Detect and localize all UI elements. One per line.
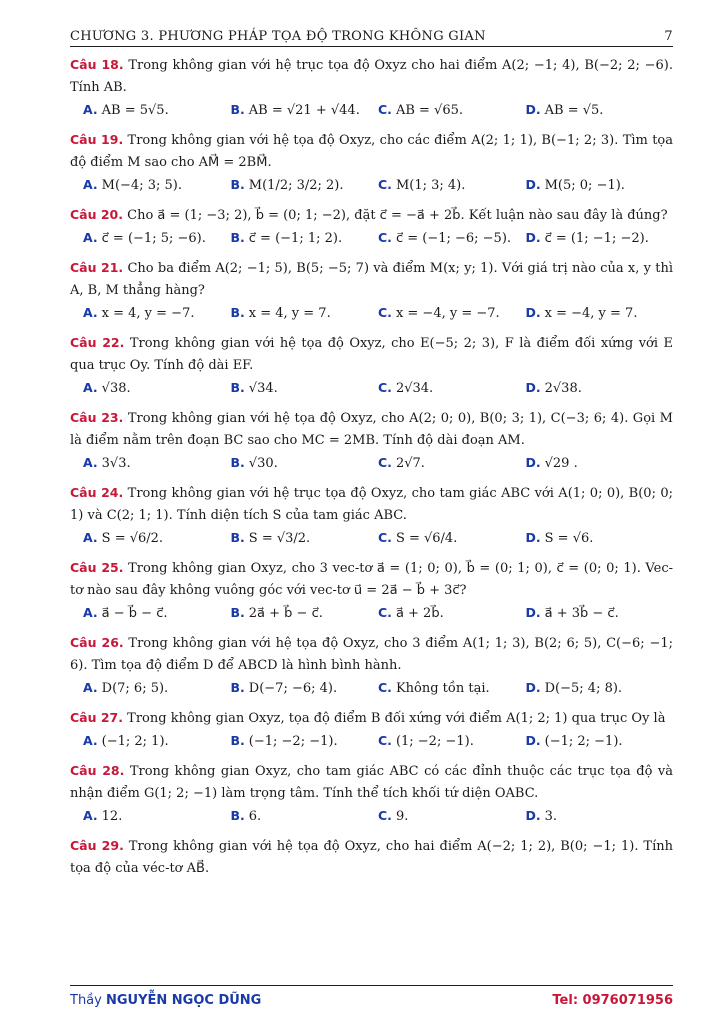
- answer-option[interactable]: [231, 302, 379, 325]
- question-text: Trong không gian với hệ tọa độ Oxyz, cho hai điểm A(−2; 1; 2), B(0; −1; 1). Tính tọa độ của véc-tơ AB⃗.: [70, 839, 673, 876]
- answer-options: [70, 377, 673, 400]
- option-letter: B.: [230, 530, 245, 545]
- option-text: D(−7; −6; 4).: [248, 681, 338, 696]
- answer-option[interactable]: [83, 302, 231, 325]
- option-letter: C.: [378, 808, 392, 823]
- option-letter: D.: [525, 177, 541, 192]
- answer-option[interactable]: [378, 527, 526, 550]
- option-letter: A.: [83, 455, 98, 470]
- answer-option[interactable]: [526, 602, 674, 625]
- question-text: Trong không gian Oxyz, cho 3 vec-tơ a⃗ = (1; 0; 0), b⃗ = (0; 1; 0), c⃗ = (0; 0; 1). Vec-tơ nào sau đây không vuông góc với vec-tơ u⃗ = 2a⃗ − b⃗ + 3c⃗?: [70, 561, 673, 598]
- option-letter: D.: [525, 808, 541, 823]
- option-text: D(7; 6; 5).: [101, 681, 169, 696]
- option-letter: D.: [525, 605, 541, 620]
- option-letter: B.: [230, 680, 245, 695]
- answer-option[interactable]: [231, 805, 379, 828]
- answer-option[interactable]: [378, 302, 526, 325]
- option-text: √29 .: [544, 456, 578, 471]
- answer-option[interactable]: [231, 527, 379, 550]
- option-letter: B.: [230, 380, 245, 395]
- option-text: Không tồn tại.: [395, 681, 490, 696]
- option-text: a⃗ + 3b⃗ − c⃗.: [544, 606, 619, 621]
- question-text: Cho a⃗ = (1; −3; 2), b⃗ = (0; 1; −2), đặt c⃗ = −a⃗ + 2b⃗. Kết luận nào sau đây là đúng?: [127, 208, 668, 223]
- answer-option[interactable]: [231, 602, 379, 625]
- option-text: c⃗ = (−1; −6; −5).: [395, 231, 512, 246]
- option-text: AB = 5√5.: [101, 103, 169, 118]
- option-letter: D.: [525, 102, 541, 117]
- option-text: AB = √21 + √44.: [248, 103, 360, 118]
- option-letter: C.: [378, 380, 392, 395]
- option-letter: B.: [230, 605, 245, 620]
- question-text: Cho ba điểm A(2; −1; 5), B(5; −5; 7) và điểm M(x; y; 1). Với giá trị nào của x, y thì A, B, M thẳng hàng?: [70, 261, 673, 298]
- answer-options: [70, 302, 673, 325]
- option-letter: A.: [83, 177, 98, 192]
- answer-option[interactable]: [378, 377, 526, 400]
- option-letter: D.: [525, 230, 541, 245]
- option-letter: B.: [230, 455, 245, 470]
- option-letter: C.: [378, 733, 392, 748]
- option-letter: A.: [83, 305, 98, 320]
- option-letter: A.: [83, 102, 98, 117]
- question-stem: [70, 707, 673, 730]
- option-text: M(5; 0; −1).: [544, 178, 625, 193]
- page-number: 7: [664, 29, 673, 44]
- option-text: c⃗ = (1; −1; −2).: [544, 231, 649, 246]
- phone-number: Tel: 0976071956: [552, 993, 673, 1008]
- option-text: 2√7.: [395, 456, 425, 471]
- option-letter: C.: [378, 530, 392, 545]
- option-text: AB = √65.: [395, 103, 463, 118]
- option-text: 2a⃗ + b⃗ − c⃗.: [248, 606, 323, 621]
- option-letter: B.: [230, 177, 245, 192]
- question: [70, 760, 673, 828]
- answer-option[interactable]: [378, 227, 526, 250]
- answer-option[interactable]: [83, 527, 231, 550]
- option-letter: C.: [378, 177, 392, 192]
- option-text: x = −4, y = 7.: [544, 306, 638, 321]
- answer-option[interactable]: [378, 677, 526, 700]
- answer-option[interactable]: [231, 677, 379, 700]
- answer-option[interactable]: [231, 452, 379, 475]
- question-text: Trong không gian với hệ tọa độ Oxyz, cho 3 điểm A(1; 1; 3), B(2; 6; 5), C(−6; −1; 6). Tìm tọa độ điểm D để ABCD là hình bình hành.: [70, 636, 673, 673]
- answer-option[interactable]: [378, 99, 526, 122]
- answer-option[interactable]: [231, 99, 379, 122]
- question-stem: [70, 835, 673, 880]
- question-stem: [70, 129, 673, 174]
- answer-options: [70, 805, 673, 828]
- question-text: Trong không gian Oxyz, cho tam giác ABC có các đỉnh thuộc các trục tọa độ và nhận điểm G(1; 2; −1) làm trọng tâm. Tính thể tích khối tứ diện OABC.: [70, 764, 673, 801]
- question: [70, 557, 673, 625]
- question: [70, 835, 673, 880]
- option-text: x = −4, y = −7.: [395, 306, 500, 321]
- question: [70, 204, 673, 250]
- option-text: c⃗ = (−1; 5; −6).: [101, 231, 206, 246]
- answer-options: [70, 452, 673, 475]
- option-text: (−1; −2; −1).: [248, 734, 338, 749]
- question-label: Câu 24.: [70, 485, 124, 500]
- option-letter: D.: [525, 733, 541, 748]
- page-header: [70, 20, 673, 47]
- question-stem: [70, 632, 673, 677]
- question-text: Trong không gian với hệ tọa độ Oxyz, cho các điểm A(2; 1; 1), B(−1; 2; 3). Tìm tọa độ điểm M sao cho AM⃗ = 2BM⃗.: [70, 133, 673, 170]
- answer-option[interactable]: [83, 377, 231, 400]
- option-text: a⃗ + 2b⃗.: [395, 606, 444, 621]
- question-text: Trong không gian với hệ tọa độ Oxyz, cho A(2; 0; 0), B(0; 3; 1), C(−3; 6; 4). Gọi M là điểm nằm trên đoạn BC sao cho MC = 2MB. Tính độ dài đoạn AM.: [70, 411, 673, 448]
- option-text: √38.: [101, 381, 131, 396]
- option-text: x = 4, y = −7.: [101, 306, 195, 321]
- answer-option[interactable]: [378, 805, 526, 828]
- question: [70, 54, 673, 122]
- option-letter: D.: [525, 530, 541, 545]
- question-label: Câu 27.: [70, 710, 124, 725]
- option-letter: C.: [378, 455, 392, 470]
- option-text: (−1; 2; −1).: [544, 734, 623, 749]
- question-label: Câu 19.: [70, 132, 124, 147]
- option-letter: D.: [525, 380, 541, 395]
- option-letter: C.: [378, 305, 392, 320]
- question-label: Câu 20.: [70, 207, 124, 222]
- answer-option[interactable]: [83, 602, 231, 625]
- option-text: (−1; 2; 1).: [101, 734, 169, 749]
- answer-option[interactable]: [231, 174, 379, 197]
- option-text: (1; −2; −1).: [395, 734, 474, 749]
- answer-option[interactable]: [526, 677, 674, 700]
- question-stem: [70, 557, 673, 602]
- question-label: Câu 18.: [70, 57, 124, 72]
- answer-option[interactable]: [378, 730, 526, 753]
- answer-option[interactable]: [378, 174, 526, 197]
- option-text: D(−5; 4; 8).: [544, 681, 623, 696]
- question: [70, 257, 673, 325]
- option-letter: C.: [378, 230, 392, 245]
- option-text: 3.: [544, 809, 558, 824]
- option-letter: C.: [378, 102, 392, 117]
- question-text: Trong không gian với hệ tọa độ Oxyz, cho E(−5; 2; 3), F là điểm đối xứng với E qua trục Oy. Tính độ dài EF.: [70, 336, 673, 373]
- option-text: AB = √5.: [544, 103, 604, 118]
- question-stem: [70, 204, 673, 227]
- option-letter: A.: [83, 230, 98, 245]
- answer-options: [70, 602, 673, 625]
- question-stem: [70, 482, 673, 527]
- question: [70, 407, 673, 475]
- answer-options: [70, 730, 673, 753]
- option-text: 9.: [395, 809, 409, 824]
- option-letter: A.: [83, 733, 98, 748]
- answer-option[interactable]: [526, 99, 674, 122]
- option-letter: B.: [230, 230, 245, 245]
- question-list: [70, 54, 673, 887]
- answer-option[interactable]: [378, 452, 526, 475]
- option-text: S = √6.: [544, 531, 594, 546]
- option-letter: C.: [378, 605, 392, 620]
- option-letter: C.: [378, 680, 392, 695]
- question: [70, 632, 673, 700]
- option-letter: D.: [525, 680, 541, 695]
- option-text: S = √6/2.: [101, 531, 164, 546]
- option-letter: B.: [230, 733, 245, 748]
- answer-option[interactable]: [83, 174, 231, 197]
- answer-option[interactable]: [83, 227, 231, 250]
- chapter-title: CHƯƠNG 3. PHƯƠNG PHÁP TỌA ĐỘ TRONG KHÔNG GIAN: [70, 29, 486, 44]
- question-text: Trong không gian với hệ trục tọa độ Oxyz cho hai điểm A(2; −1; 4), B(−2; 2; −6). Tính AB.: [70, 58, 673, 95]
- option-text: M(1/2; 3/2; 2).: [248, 178, 344, 193]
- question-label: Câu 25.: [70, 560, 124, 575]
- option-letter: D.: [525, 455, 541, 470]
- option-text: √30.: [248, 456, 278, 471]
- option-text: 12.: [101, 809, 123, 824]
- question-stem: [70, 332, 673, 377]
- answer-options: [70, 227, 673, 250]
- option-text: M(−4; 3; 5).: [101, 178, 182, 193]
- answer-options: [70, 174, 673, 197]
- answer-option[interactable]: [83, 99, 231, 122]
- option-letter: B.: [230, 808, 245, 823]
- option-letter: A.: [83, 680, 98, 695]
- option-letter: B.: [230, 102, 245, 117]
- answer-option[interactable]: [231, 227, 379, 250]
- answer-option[interactable]: [231, 730, 379, 753]
- question-text: Trong không gian với hệ trục tọa độ Oxyz, cho tam giác ABC với A(1; 0; 0), B(0; 0; 1) và C(2; 1; 1). Tính diện tích S của tam giác ABC.: [70, 486, 673, 523]
- option-letter: D.: [525, 305, 541, 320]
- question: [70, 129, 673, 197]
- question-text: Trong không gian Oxyz, tọa độ điểm B đối xứng với điểm A(1; 2; 1) qua trục Oy là: [127, 711, 666, 726]
- option-letter: A.: [83, 605, 98, 620]
- answer-option[interactable]: [83, 730, 231, 753]
- question-label: Câu 28.: [70, 763, 125, 778]
- option-text: S = √3/2.: [248, 531, 311, 546]
- answer-option[interactable]: [83, 805, 231, 828]
- answer-options: [70, 677, 673, 700]
- option-text: 2√38.: [544, 381, 582, 396]
- question-label: Câu 29.: [70, 838, 124, 853]
- option-text: 6.: [248, 809, 262, 824]
- question-label: Câu 22.: [70, 335, 125, 350]
- option-text: √34.: [248, 381, 278, 396]
- option-text: c⃗ = (−1; 1; 2).: [248, 231, 343, 246]
- author-name: NGUYỄN NGỌC DŨNG: [105, 993, 262, 1008]
- question-stem: [70, 54, 673, 99]
- answer-option[interactable]: [83, 452, 231, 475]
- option-text: 3√3.: [101, 456, 131, 471]
- question: [70, 482, 673, 550]
- option-letter: A.: [83, 530, 98, 545]
- question: [70, 707, 673, 753]
- option-letter: A.: [83, 380, 98, 395]
- answer-option[interactable]: [526, 302, 674, 325]
- option-text: S = √6/4.: [395, 531, 458, 546]
- option-text: M(1; 3; 4).: [395, 178, 466, 193]
- option-text: 2√34.: [395, 381, 434, 396]
- question-label: Câu 23.: [70, 410, 124, 425]
- answer-options: [70, 527, 673, 550]
- question-label: Câu 26.: [70, 635, 124, 650]
- answer-option[interactable]: [526, 174, 674, 197]
- page-footer: [70, 985, 673, 1008]
- option-letter: A.: [83, 808, 98, 823]
- answer-option[interactable]: [83, 677, 231, 700]
- answer-option[interactable]: [526, 452, 674, 475]
- option-letter: B.: [230, 305, 245, 320]
- answer-option[interactable]: [526, 377, 674, 400]
- question-label: Câu 21.: [70, 260, 124, 275]
- author: Thầy NGUYỄN NGỌC DŨNG: [70, 993, 262, 1008]
- answer-option[interactable]: [231, 377, 379, 400]
- answer-option[interactable]: [378, 602, 526, 625]
- answer-option[interactable]: [526, 527, 674, 550]
- question-stem: [70, 407, 673, 452]
- answer-option[interactable]: [526, 805, 674, 828]
- option-text: x = 4, y = 7.: [248, 306, 331, 321]
- answer-options: [70, 99, 673, 122]
- answer-option[interactable]: [526, 227, 674, 250]
- option-text: a⃗ − b⃗ − c⃗.: [101, 606, 168, 621]
- question-stem: [70, 760, 673, 805]
- answer-option[interactable]: [526, 730, 674, 753]
- question: [70, 332, 673, 400]
- question-stem: [70, 257, 673, 302]
